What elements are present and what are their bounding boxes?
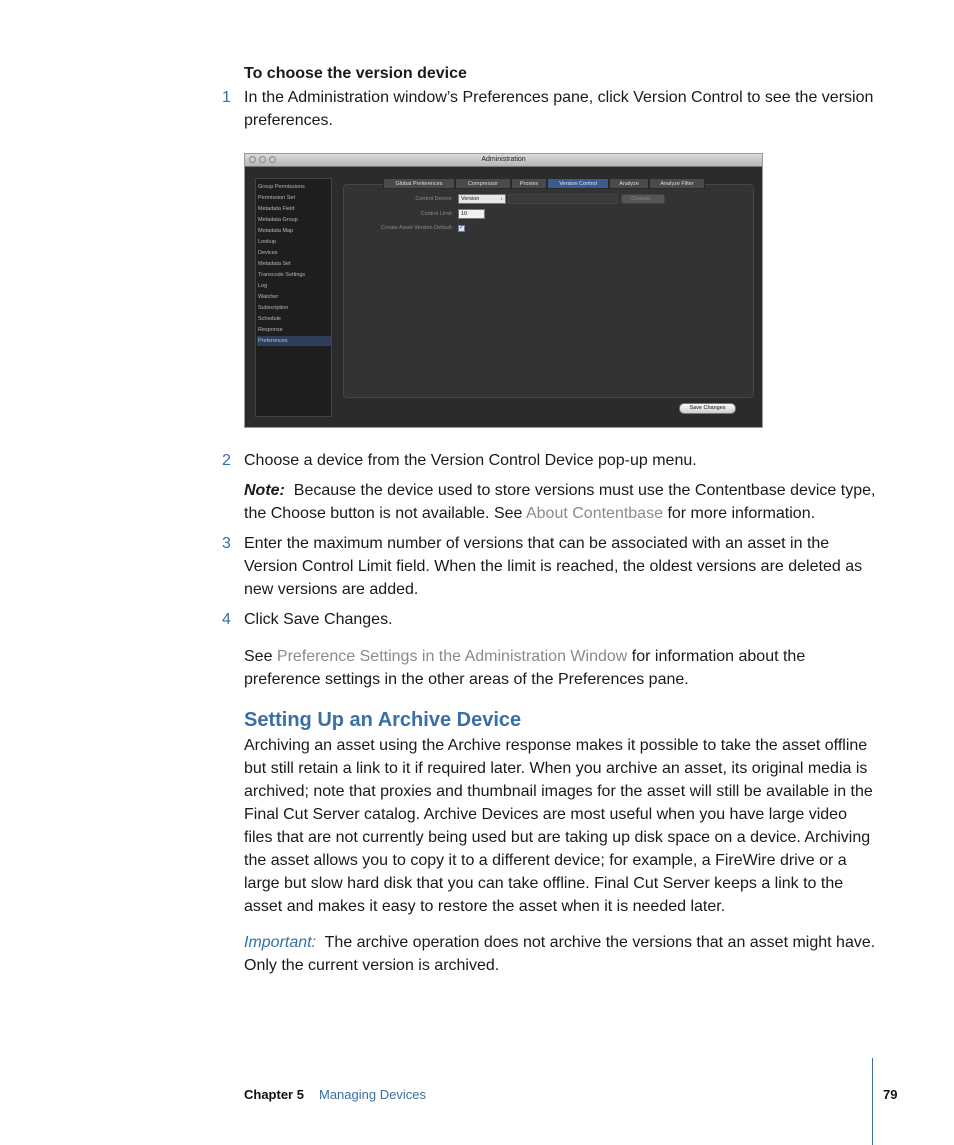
footer-divider [872, 1058, 873, 1145]
footer-chapter: Chapter 5 [244, 1087, 304, 1102]
sidebar-item[interactable]: Metadata Set [258, 261, 291, 267]
footer-section: Managing Devices [319, 1087, 426, 1102]
step-number: 4 [222, 611, 231, 628]
see-paragraph [244, 645, 878, 691]
create-default-label: Create Asset Version Default: [381, 225, 453, 231]
sidebar-item-preferences[interactable]: Preferences [257, 336, 331, 346]
tab-proxies[interactable]: Proxies [511, 178, 547, 189]
sidebar-item[interactable]: Devices [258, 250, 278, 256]
page-number: 79 [883, 1087, 898, 1102]
choose-button[interactable]: Choose... [621, 194, 665, 204]
sidebar-item[interactable]: Transcode Settings [258, 272, 306, 278]
tab-global-preferences[interactable]: Global Preferences [383, 178, 455, 189]
note-paragraph [244, 479, 876, 525]
archive-paragraph: Archiving an asset using the Archive response makes it possible to take the asset offline but still retain a link to it if required later. When you archive an asset, its original media is archived; note that proxies and thumbnail images for the asset will still be available in the Final Cut Server catalog. Archive Devices are most useful when you have large video files that are not currently being used but are taking up disk space on a device. Archiving the asset allows you to copy it to a different device; for example, a FireWire drive or a large but slow hard disk that you can take offline. Final Cut Server keeps a link to the asset and makes it easy to restore the asset when it is needed later. [244, 737, 873, 915]
see-text: See [244, 648, 273, 665]
sidebar-item[interactable]: Lookup [258, 239, 277, 245]
checkmark-icon: ✓ [459, 225, 465, 231]
important-label: Important: [244, 934, 317, 951]
window-titlebar [245, 154, 762, 167]
procedure-heading: To choose the version device [244, 65, 467, 82]
control-limit-field[interactable]: 10 [458, 209, 485, 219]
step-number: 3 [222, 535, 231, 552]
sidebar-item[interactable]: Response [258, 327, 283, 333]
tab-version-control[interactable]: Version Control [547, 178, 609, 189]
step-text: Click Save Changes. [244, 611, 393, 628]
updown-arrows-icon: ↕ [500, 196, 503, 202]
preference-settings-link[interactable]: Preference Settings in the Administration Window [276, 648, 628, 665]
section-title: Setting Up an Archive Device [244, 709, 522, 731]
tab-analyze-filter[interactable]: Analyze Filter [649, 178, 705, 189]
administration-window-screenshot [244, 153, 763, 428]
step-text: In the Administration window’s Preferences pane, click Version Control to see the version preferences. [244, 89, 874, 129]
sidebar-item[interactable]: Metadata Map [258, 228, 294, 234]
note-text: Because the device used to store versions must use the Contentbase device type, the Choose button is not available. See [244, 482, 876, 522]
step-number: 1 [222, 89, 231, 106]
sidebar-item[interactable]: Permission Set [258, 195, 295, 201]
device-path-field [508, 194, 618, 204]
control-limit-label: Control Limit: [420, 211, 453, 217]
sidebar-item[interactable]: Subscription [258, 305, 289, 311]
tab-compressor[interactable]: Compressor [455, 178, 511, 189]
step-text: Choose a device from the Version Control Device pop-up menu. [244, 452, 697, 469]
preferences-tabs [383, 178, 705, 189]
about-contentbase-link[interactable]: About Contentbase [525, 505, 663, 522]
sidebar-item[interactable]: Schedule [258, 316, 281, 322]
see-text-after: for information about the preference settings in the other areas of the Preferences pane. [244, 648, 806, 688]
sidebar-item[interactable]: Watcher [258, 294, 279, 300]
sidebar-item[interactable]: Metadata Field [258, 206, 295, 212]
control-device-popup[interactable] [458, 194, 506, 204]
control-device-label: Control Device: [415, 196, 453, 202]
note-label: Note: [244, 482, 285, 499]
control-device-value: Version [461, 196, 480, 202]
tab-analyze[interactable]: Analyze [609, 178, 649, 189]
step-text: Enter the maximum number of versions that can be associated with an asset in the Version Control Limit field. When the limit is reached, the oldest versions are deleted as new versions are added. [244, 535, 863, 598]
important-paragraph [244, 931, 878, 977]
sidebar-item[interactable]: Log [258, 283, 268, 289]
sidebar-item[interactable]: Metadata Group [258, 217, 298, 223]
sidebar-item[interactable]: Group Permissions [258, 184, 305, 190]
note-text-after: for more information. [667, 505, 816, 522]
important-text: The archive operation does not archive the versions that an asset might have. Only the current version is archived. [244, 934, 876, 974]
admin-sidebar [255, 178, 332, 417]
step-number: 2 [222, 452, 231, 469]
save-changes-button[interactable]: Save Changes [679, 403, 736, 414]
create-default-checkbox[interactable] [458, 225, 465, 232]
window-title: Administration [481, 156, 526, 163]
